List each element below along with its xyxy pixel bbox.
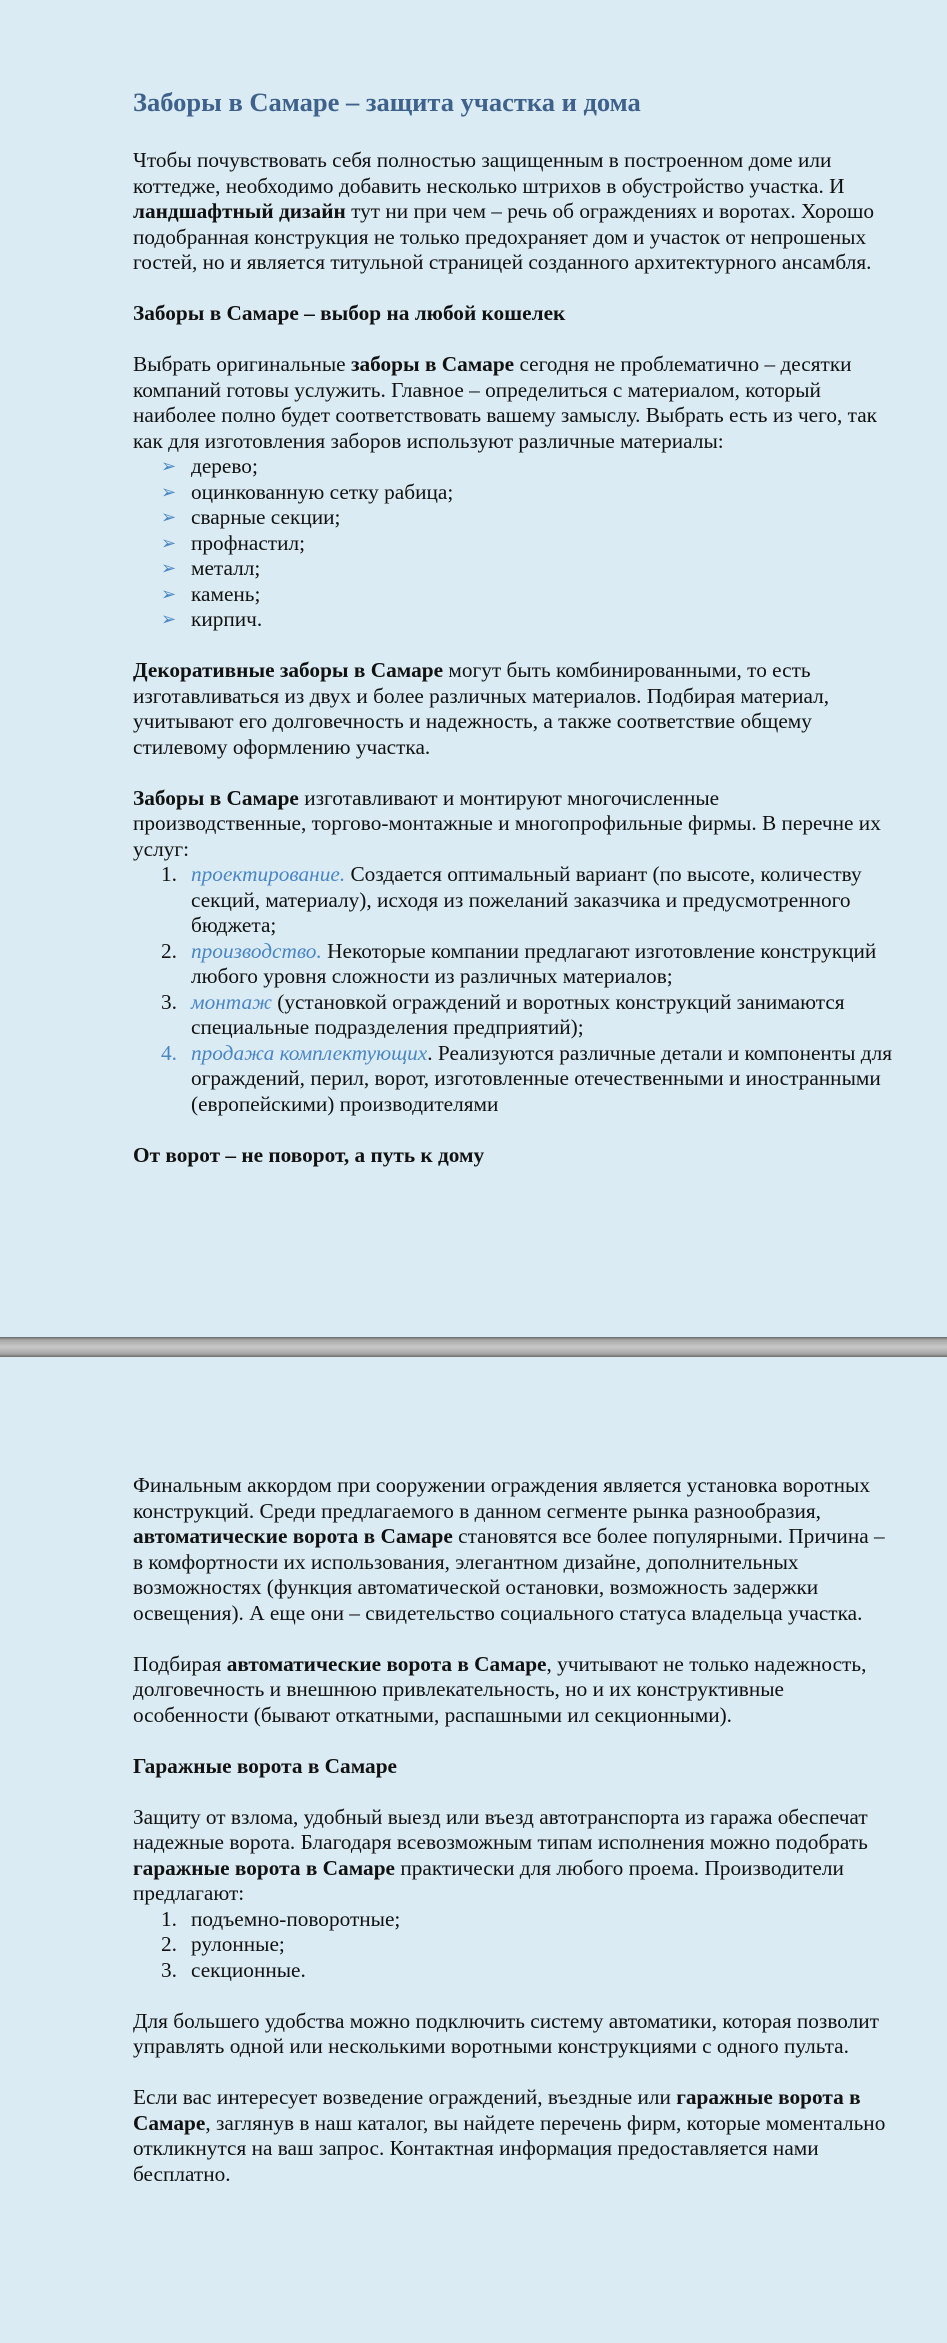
materials-list — [161, 454, 893, 633]
list-item: 2. рулонные; — [161, 1932, 285, 1956]
list-item: ➢ металл; — [161, 556, 261, 580]
arrow-bullet-icon: ➢ — [161, 456, 177, 477]
list-item: 1. проектирование. Создается оптимальный вариант (по высоте, количеству секций, материалу), исходя из пожеланий заказчика и предусмотренного бюджета; — [161, 862, 862, 937]
service-term: проектирование. — [191, 862, 346, 886]
arrow-bullet-icon: ➢ — [161, 532, 177, 554]
item-number: 3. — [161, 989, 177, 1014]
list-item: 3. секционные. — [161, 1957, 306, 1982]
arrow-bullet-icon: ➢ — [161, 583, 177, 605]
list-item: ➢ дерево; — [161, 454, 258, 478]
page-break-divider — [0, 1337, 947, 1357]
arrow-bullet-icon: ➢ — [161, 481, 177, 503]
keyword-garage-gates: гаражные ворота в Самаре — [133, 1855, 395, 1880]
choice-paragraph: Выбрать оригинальные заборы в Самаре сегодня не проблематично – десятки компаний готовы услужить. Главное – определиться с материалом, который наиболее полно будет соответствовать вашему замыслу. Выбрать есть из чего, так как для изготовления заборов используют различные материалы: — [133, 352, 877, 453]
list-item: ➢ оцинкованную сетку рабица; — [161, 479, 454, 504]
service-term: продажа комплектующих — [191, 1040, 428, 1065]
page-2-content — [133, 1473, 893, 2187]
keyword-garage-gates: гаражные ворота в Самаре — [133, 2085, 861, 2135]
page-1-content — [133, 86, 893, 1194]
list-item: ➢ кирпич. — [161, 607, 263, 631]
list-item: 3. монтаж (установкой ограждений и воротных конструкций занимаются специальные подразделения предприятий); — [161, 989, 845, 1039]
item-number: 1. — [161, 1906, 177, 1931]
list-item: 1. подъемно-поворотные; — [161, 1906, 401, 1931]
keyword-landscape-design: ландшафтный дизайн — [133, 199, 346, 223]
service-term: монтаж — [191, 989, 272, 1014]
list-item: ➢ сварные секции; — [161, 505, 341, 529]
keyword-automatic-gates: автоматические ворота в Самаре — [226, 1651, 547, 1676]
gate-types-list — [161, 1907, 893, 1984]
list-item: 2. производство. Некоторые компании предлагают изготовление конструкций любого уровня сложности из различных материалов; — [161, 938, 877, 988]
keyword-automatic-gates: автоматические ворота в Самаре — [133, 1524, 453, 1548]
arrow-bullet-icon: ➢ — [161, 558, 177, 579]
section-heading-garage: Гаражные ворота в Самаре — [133, 1753, 398, 1778]
makers-paragraph: Заборы в Самаре изготавливают и монтируют многочисленные производственные, торгово-монтажные и многопрофильные фирмы. В перечне их услуг: — [133, 785, 881, 861]
arrow-bullet-icon: ➢ — [161, 507, 177, 528]
item-number: 4. — [161, 1040, 177, 1065]
keyword-decorative-fences: Декоративные заборы в Самаре — [133, 658, 444, 682]
list-item: ➢ камень; — [161, 581, 261, 606]
closing-paragraph: Если вас интересует возведение ограждений, въездные или гаражные ворота в Самаре, заглянув в наш каталог, вы найдете перечень фирм, которые моментально откликнутся на ваш запрос. Контактная информация предоставляется нами бесплатно. — [133, 2085, 886, 2186]
section-heading-choice: Заборы в Самаре – выбор на любой кошелек — [133, 301, 566, 325]
item-number: 1. — [161, 862, 177, 886]
garage-paragraph: Защиту от взлома, удобный выезд или въезд автотранспорта из гаража обеспечат надежные ворота. Благодаря всевозможным типам исполнения можно подобрать гаражные ворота в Самаре практически для любого проема. Производители предлагают: — [133, 1804, 868, 1905]
final-paragraph: Финальным аккордом при сооружении ограждения является установка воротных конструкций. Среди предлагаемого в данном сегменте рынка разнообразия, автоматические ворота в Самаре становятся все более популярными. Причина – в комфортности их использования, элегантном дизайне, дополнительных возможностях (функция автоматической остановки, возможность задержки освещения). А еще они – свидетельство социального статуса владельца участка. — [133, 1473, 885, 1625]
intro-paragraph: Чтобы почувствовать себя полностью защищенным в построенном доме или коттедже, необходимо добавить несколько штрихов в обустройство участка. И ландшафтный дизайн тут ни при чем – речь об ограждениях и воротах. Хорошо подобранная конструкция не только предохраняет дом и участок от непрошеных гостей, но и является титульной страницей созданного архитектурного ансамбля. — [133, 148, 875, 274]
page-title: Заборы в Самаре – защита участка и дома — [133, 87, 641, 117]
decorative-paragraph: Декоративные заборы в Самаре могут быть комбинированными, то есть изготавливаться из двух и более различных материалов. Подбирая материал, учитывают его долговечность и надежность, а также соответствие общему стилевому оформлению участка. — [133, 658, 830, 759]
automation-paragraph: Для большего удобства можно подключить систему автоматики, которая позволит управлять одной или несколькими воротными конструкциями с одного пульта. — [133, 2008, 879, 2058]
item-number: 3. — [161, 1957, 177, 1982]
list-item: 4. продажа комплектующих. Реализуются различные детали и компоненты для ограждений, перил, ворот, изготовленные отечественными и иностранными (европейскими) производителями — [161, 1040, 893, 1116]
item-number: 2. — [161, 938, 177, 963]
service-term: производство. — [191, 938, 322, 963]
section-heading-gates: От ворот – не поворот, а путь к дому — [133, 1142, 485, 1167]
choosing-paragraph: Подбирая автоматические ворота в Самаре, учитывают не только надежность, долговечность и внешнюю привлекательность, но и их конструктивные особенности (бывают откатными, распашными ил секционными). — [133, 1651, 867, 1727]
keyword-fences-samara: заборы в Самаре — [350, 352, 515, 376]
services-list — [161, 862, 893, 1117]
item-number: 2. — [161, 1932, 177, 1956]
arrow-bullet-icon: ➢ — [161, 609, 177, 630]
list-item: ➢ профнастил; — [161, 530, 306, 555]
keyword-fences-samara: Заборы в Самаре — [133, 785, 299, 810]
